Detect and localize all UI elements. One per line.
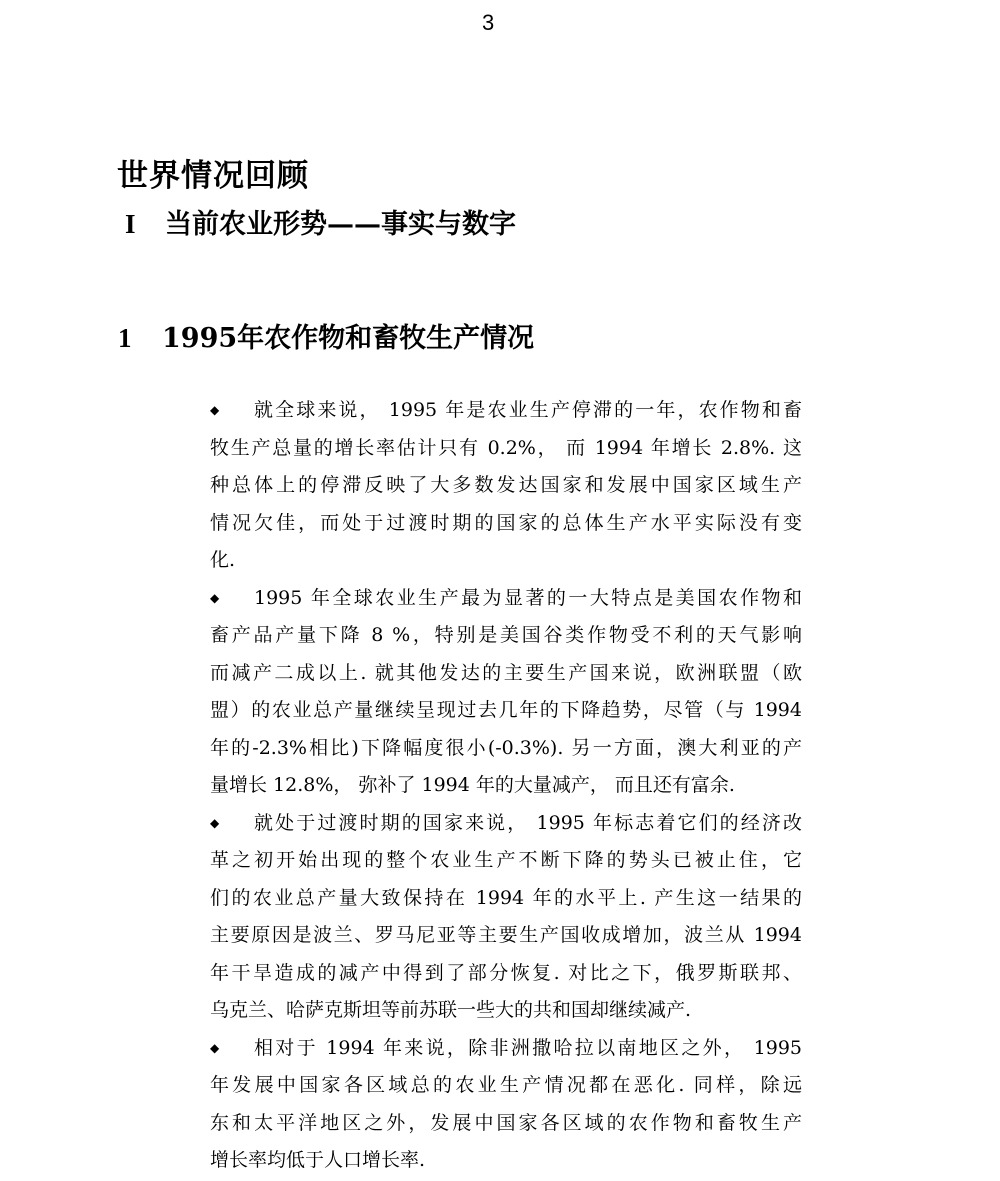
paragraph-line: 们的农业总产量大致保持在 1994 年的水平上. 产生这一结果的 <box>210 886 802 909</box>
paragraph-line: 年发展中国家各区域总的农业生产情况都在恶化. 同样，除远 <box>210 1074 802 1096</box>
line-text: 就全球来说， 1995 年是农业生产停滞的一年，农作物和畜 <box>254 399 802 421</box>
paragraph-line: 乌克兰、哈萨克斯坦等前苏联一些大的共和国却继续减产. <box>210 999 692 1021</box>
bullet-paragraph <box>210 392 802 580</box>
chapter-title: 世界情况回顾 <box>117 158 309 194</box>
paragraph-line: 化. <box>210 549 236 571</box>
paragraph-line: 东和太平洋地区之外，发展中国家各区域的农作物和畜牧生产 <box>210 1111 802 1134</box>
paragraph-line: 量增长 12.8%， 弥补了 1994 年的大量减产， 而且还有富余. <box>210 774 735 796</box>
line-text: 1995 年全球农业生产最为显著的一大特点是美国农作物和 <box>254 586 802 609</box>
body-text <box>210 392 802 1180</box>
section-heading <box>125 202 516 241</box>
paragraph-line: 盟）的农业总产量继续呈现过去几年的下降趋势，尽管（与 1994 <box>210 699 802 721</box>
line-text: 相对于 1994 年来说，除非洲撒哈拉以南地区之外， 1995 <box>254 1036 802 1059</box>
paragraph-line: 主要原因是波兰、罗马尼亚等主要生产国收成增加，波兰从 1994 <box>210 924 802 946</box>
subsection-title: 1995年农作物和畜牧生产情况 <box>162 323 535 354</box>
paragraph-line <box>210 1030 802 1068</box>
bullet-diamond-icon: ◆ <box>210 590 220 605</box>
section-title: 当前农业形势——事实与数字 <box>165 209 516 240</box>
bullet-diamond-icon: ◆ <box>210 1040 220 1055</box>
bullet-diamond-icon: ◆ <box>210 403 220 417</box>
paragraph-line: 畜产品产量下降 8 %，特别是美国谷类作物受不利的天气影响 <box>210 624 802 646</box>
bullet-paragraph <box>210 580 802 805</box>
paragraph-line <box>210 580 802 618</box>
bullet-paragraph <box>210 1030 802 1180</box>
section-number: I <box>125 209 136 239</box>
paragraph-line: 年干旱造成的减产中得到了部分恢复. 对比之下，俄罗斯联邦、 <box>210 961 802 984</box>
page-number: 3 <box>482 10 495 35</box>
line-text: 就处于过渡时期的国家来说， 1995 年标志着它们的经济改 <box>254 811 802 834</box>
paragraph-line: 种总体上的停滞反映了大多数发达国家和发展中国家区域生产 <box>210 474 802 496</box>
paragraph-line: 年的-2.3%相比)下降幅度很小(-0.3%). 另一方面，澳大利亚的产 <box>210 736 802 759</box>
paragraph-line <box>210 392 802 430</box>
subsection-heading <box>118 316 534 355</box>
paragraph-line: 牧生产总量的增长率估计只有 0.2%， 而 1994 年增长 2.8%. 这 <box>210 436 802 459</box>
bullet-paragraph <box>210 805 802 1030</box>
paragraph-line: 革之初开始出现的整个农业生产不断下降的势头已被止住，它 <box>210 849 802 871</box>
paragraph-line: 情况欠佳，而处于过渡时期的国家的总体生产水平实际没有变 <box>210 511 802 534</box>
subsection-number: 1 <box>118 323 132 353</box>
paragraph-line: 增长率均低于人口增长率. <box>210 1149 426 1171</box>
paragraph-line: 而减产二成以上. 就其他发达的主要生产国来说，欧洲联盟（欧 <box>210 661 802 684</box>
bullet-diamond-icon: ◆ <box>210 815 220 830</box>
paragraph-line <box>210 805 802 843</box>
